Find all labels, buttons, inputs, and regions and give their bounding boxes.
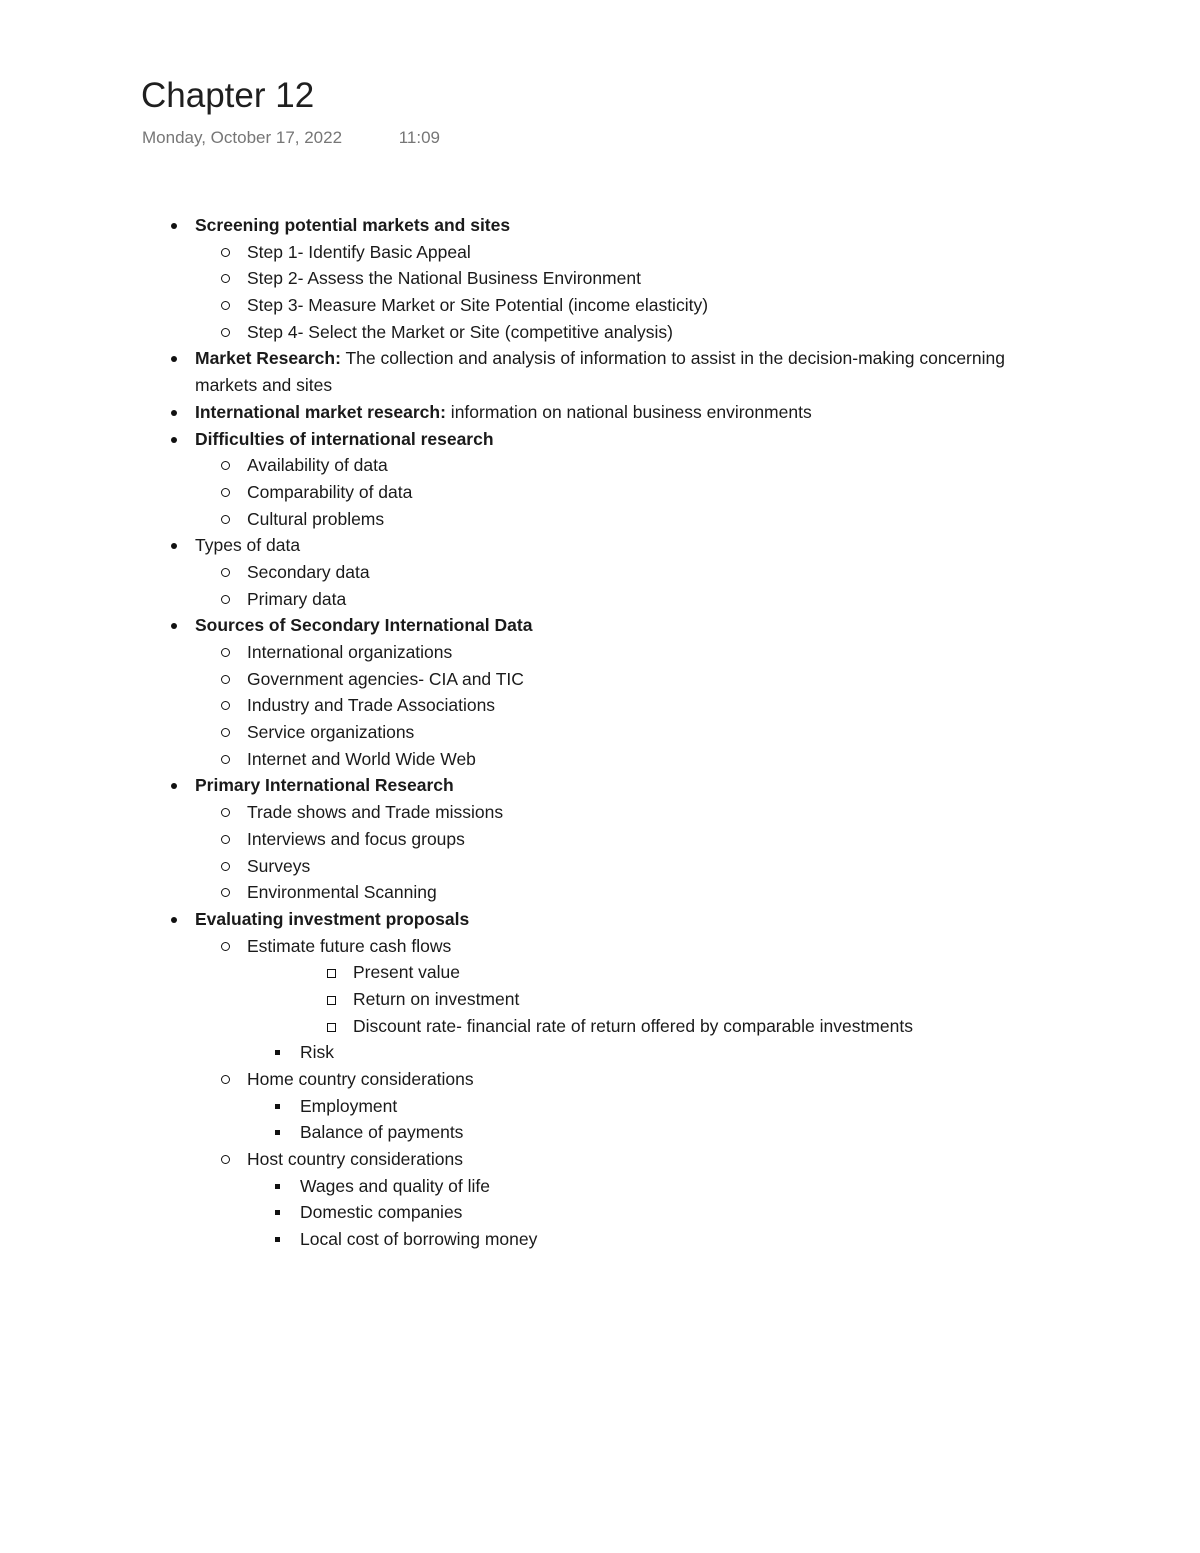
hollow-circle-bullet-icon — [221, 515, 230, 524]
outline-item-text — [247, 292, 708, 319]
outline-item-text — [247, 853, 310, 880]
outline-item — [0, 1066, 1200, 1093]
outline-item-body: Home country considerations — [247, 1069, 474, 1090]
outline-item-text — [353, 959, 460, 986]
hollow-circle-bullet-icon — [221, 595, 230, 604]
outline-item-body: Wages and quality of life — [300, 1175, 491, 1196]
outline-item-body: Step 4- Select the Market or Site (competitive analysis) — [247, 321, 674, 342]
outline-item — [0, 345, 1200, 398]
filled-square-bullet-icon — [275, 1050, 280, 1055]
outline-item-text — [195, 612, 1025, 639]
outline-item-body: Discount rate- financial rate of return offered by comparable investments — [353, 1015, 913, 1036]
outline-item — [0, 879, 1200, 906]
outline-item-text — [247, 239, 471, 266]
outline-item — [0, 826, 1200, 853]
outline-item-text — [300, 1199, 462, 1226]
outline-item-heading: International market research: — [195, 401, 446, 422]
outline-item — [0, 933, 1200, 960]
page-title: Chapter 12 — [141, 76, 315, 115]
outline-item-body: Service organizations — [247, 722, 415, 743]
hollow-circle-bullet-icon — [221, 862, 230, 871]
outline-item — [0, 986, 1200, 1013]
outline-item-text — [300, 1173, 490, 1200]
page-time: 11:09 — [398, 128, 441, 147]
outline-item-text — [195, 532, 1025, 559]
outline-item-body: Types of data — [195, 535, 301, 556]
outline-item — [0, 746, 1200, 773]
hollow-circle-bullet-icon — [221, 835, 230, 844]
notes-outline — [0, 212, 1200, 1253]
outline-item — [0, 639, 1200, 666]
hollow-circle-bullet-icon — [221, 648, 230, 657]
hollow-square-bullet-icon — [327, 1023, 336, 1032]
hollow-circle-bullet-icon — [221, 328, 230, 337]
outline-item-text — [247, 639, 452, 666]
outline-item-body: Comparability of data — [247, 481, 413, 502]
outline-item-text — [300, 1119, 463, 1146]
outline-item — [0, 612, 1200, 639]
outline-item-text — [195, 426, 1025, 453]
page-meta — [142, 127, 440, 149]
filled-circle-bullet-icon — [171, 223, 177, 229]
outline-item — [0, 452, 1200, 479]
outline-item — [0, 506, 1200, 533]
outline-item-text — [247, 586, 346, 613]
filled-square-bullet-icon — [275, 1210, 280, 1215]
hollow-circle-bullet-icon — [221, 808, 230, 817]
outline-item-body: Primary data — [247, 588, 347, 609]
outline-item-body: Return on investment — [353, 988, 520, 1009]
outline-item — [0, 292, 1200, 319]
outline-item-body: information on national business environments — [445, 401, 812, 422]
outline-item-text — [247, 559, 370, 586]
hollow-circle-bullet-icon — [221, 488, 230, 497]
outline-item-text — [247, 933, 451, 960]
outline-item-body: Trade shows and Trade missions — [247, 802, 504, 823]
outline-item-body: Estimate future cash flows — [247, 935, 452, 956]
outline-item-body: Balance of payments — [300, 1122, 464, 1143]
outline-item — [0, 1093, 1200, 1120]
outline-item-text — [300, 1226, 537, 1253]
filled-circle-bullet-icon — [171, 623, 177, 629]
outline-item-body: Domestic companies — [300, 1202, 463, 1223]
hollow-square-bullet-icon — [327, 969, 336, 978]
outline-item-body: The collection and analysis of information to assist in the decision-making concerning markets and sites — [195, 348, 1010, 396]
outline-item-text — [195, 212, 1025, 239]
outline-item-text — [247, 879, 437, 906]
outline-item — [0, 212, 1200, 239]
outline-item-text — [195, 345, 1025, 398]
outline-item-body: Step 3- Measure Market or Site Potential (income elasticity) — [247, 295, 709, 316]
hollow-circle-bullet-icon — [221, 701, 230, 710]
outline-item-text — [247, 666, 524, 693]
hollow-circle-bullet-icon — [221, 461, 230, 470]
outline-item-text — [247, 826, 465, 853]
outline-item — [0, 479, 1200, 506]
filled-circle-bullet-icon — [171, 917, 177, 923]
outline-item — [0, 239, 1200, 266]
outline-item — [0, 1226, 1200, 1253]
outline-item — [0, 1173, 1200, 1200]
outline-item-body: Step 2- Assess the National Business Environment — [247, 268, 641, 289]
filled-square-bullet-icon — [275, 1184, 280, 1189]
outline-item-body: Surveys — [247, 855, 311, 876]
outline-item-heading: Evaluating investment proposals — [195, 908, 470, 929]
outline-item-body: Host country considerations — [247, 1149, 463, 1170]
hollow-circle-bullet-icon — [221, 248, 230, 257]
outline-item — [0, 772, 1200, 799]
outline-item — [0, 666, 1200, 693]
hollow-square-bullet-icon — [327, 996, 336, 1005]
outline-item — [0, 719, 1200, 746]
outline-item — [0, 532, 1200, 559]
outline-item-body: Internet and World Wide Web — [247, 748, 476, 769]
outline-item-body: Risk — [300, 1042, 335, 1063]
outline-item-text — [195, 772, 1025, 799]
hollow-circle-bullet-icon — [221, 274, 230, 283]
outline-item-text — [247, 1066, 474, 1093]
outline-item-text — [247, 452, 388, 479]
page-date: Monday, October 17, 2022 — [142, 128, 343, 147]
outline-item-text — [300, 1093, 397, 1120]
outline-item — [0, 265, 1200, 292]
hollow-circle-bullet-icon — [221, 888, 230, 897]
outline-item-body: Government agencies- CIA and TIC — [247, 668, 524, 689]
hollow-circle-bullet-icon — [221, 1075, 230, 1084]
outline-item-text — [247, 319, 673, 346]
outline-item — [0, 1146, 1200, 1173]
outline-item-body: Employment — [300, 1095, 398, 1116]
outline-item-text — [195, 906, 1025, 933]
outline-item-heading: Screening potential markets and sites — [195, 215, 511, 235]
filled-square-bullet-icon — [275, 1104, 280, 1109]
hollow-circle-bullet-icon — [221, 942, 230, 951]
outline-item — [0, 853, 1200, 880]
filled-circle-bullet-icon — [171, 410, 177, 416]
outline-item — [0, 1013, 1200, 1040]
outline-item — [0, 959, 1200, 986]
hollow-circle-bullet-icon — [221, 568, 230, 577]
hollow-circle-bullet-icon — [221, 1155, 230, 1164]
outline-item-text — [247, 799, 503, 826]
outline-item-body: Industry and Trade Associations — [247, 695, 496, 716]
outline-item-text — [353, 1013, 913, 1040]
hollow-circle-bullet-icon — [221, 675, 230, 684]
outline-item-heading: Sources of Secondary International Data — [195, 615, 533, 636]
outline-item-text — [247, 1146, 463, 1173]
outline-item-heading: Market Research: — [195, 348, 341, 369]
outline-item-text — [247, 265, 641, 292]
outline-item — [0, 1039, 1200, 1066]
outline-item-body: Cultural problems — [247, 508, 385, 529]
outline-item-body: Availability of data — [247, 455, 388, 476]
outline-item-text — [247, 719, 414, 746]
outline-item-body: International organizations — [247, 642, 453, 663]
outline-item-text — [195, 399, 1025, 426]
outline-item — [0, 399, 1200, 426]
outline-item — [0, 559, 1200, 586]
outline-item — [0, 1119, 1200, 1146]
outline-item — [0, 586, 1200, 613]
outline-item-body: Interviews and focus groups — [247, 828, 465, 849]
outline-item — [0, 906, 1200, 933]
outline-item-heading: Difficulties of international research — [195, 428, 494, 449]
filled-circle-bullet-icon — [171, 437, 177, 443]
hollow-circle-bullet-icon — [221, 728, 230, 737]
filled-circle-bullet-icon — [171, 356, 177, 362]
outline-item-body: Secondary data — [247, 561, 370, 582]
outline-item-text — [300, 1039, 334, 1066]
filled-square-bullet-icon — [275, 1237, 280, 1242]
outline-item-text — [247, 506, 384, 533]
outline-item-text — [247, 746, 476, 773]
outline-item-body: Step 1- Identify Basic Appeal — [247, 241, 471, 262]
outline-item-text — [353, 986, 519, 1013]
outline-item — [0, 692, 1200, 719]
filled-circle-bullet-icon — [171, 783, 177, 789]
outline-item-text — [247, 479, 412, 506]
outline-item — [0, 1199, 1200, 1226]
filled-circle-bullet-icon — [171, 543, 177, 549]
outline-item-body: Local cost of borrowing money — [300, 1229, 538, 1250]
hollow-circle-bullet-icon — [221, 755, 230, 764]
outline-item — [0, 426, 1200, 453]
outline-item-body: Present value — [353, 962, 461, 983]
outline-item-body: Environmental Scanning — [247, 882, 437, 903]
hollow-circle-bullet-icon — [221, 301, 230, 310]
filled-square-bullet-icon — [275, 1130, 280, 1135]
outline-item-heading: Primary International Research — [195, 775, 454, 796]
outline-item — [0, 799, 1200, 826]
outline-item-text — [247, 692, 495, 719]
outline-item — [0, 319, 1200, 346]
